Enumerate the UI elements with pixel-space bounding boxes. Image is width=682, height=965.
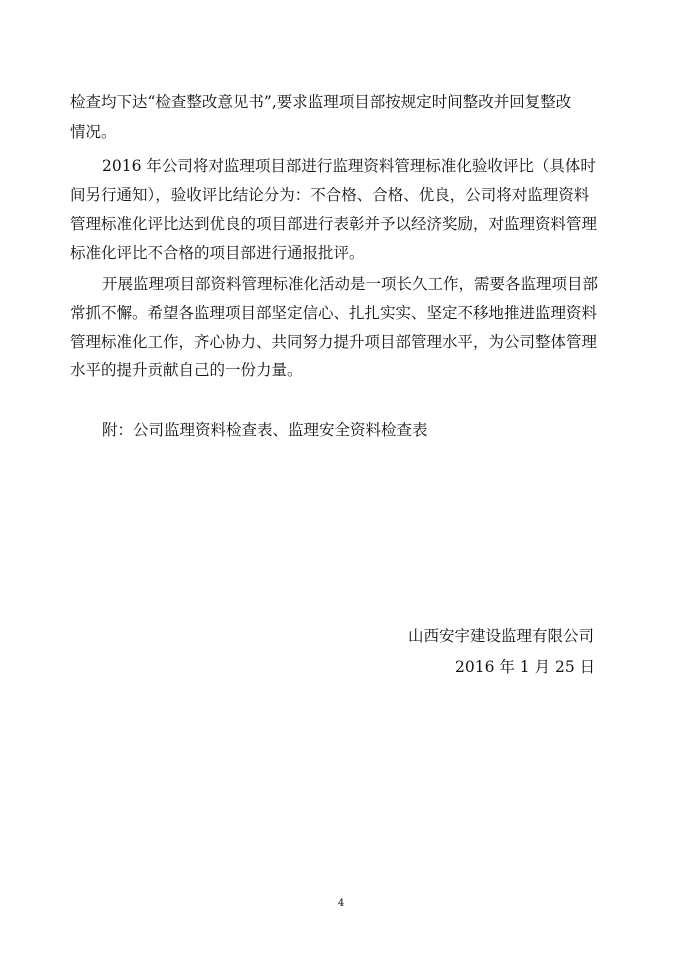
attachment-note: 附：公司监理资料检查表、监理安全资料检查表 xyxy=(102,421,428,439)
paragraph-2-line-4: 标准化评比不合格的项目部进行通报批评。 xyxy=(70,244,365,262)
paragraph-3-line-3: 管理标准化工作，齐心协力、共同努力提升项目部管理水平，为公司整体管理 xyxy=(70,333,598,351)
page-number: 4 xyxy=(337,898,345,909)
paragraph-3-line-4: 水平的提升贡献自己的一份力量。 xyxy=(70,361,303,379)
signature-company: 山西安宇建设监理有限公司 xyxy=(408,627,595,645)
paragraph-3-line-2: 常抓不懈。希望各监理项目部坚定信心、扎扎实实、坚定不移地推进监理资料 xyxy=(70,304,598,322)
paragraph-1-line-1: 检查均下达“检查整改意见书”,要求监理项目部按规定时间整改并回复整改 xyxy=(70,93,572,111)
signature-date: 2016 年 1 月 25 日 xyxy=(455,658,596,676)
paragraph-2-line-3: 管理标准化评比达到优良的项目部进行表彰并予以经济奖励，对监理资料管理 xyxy=(70,215,598,233)
paragraph-2-line-2: 间另行通知），验收评比结论分为：不合格、合格、优良，公司将对监理资料 xyxy=(70,186,590,204)
paragraph-1-line-2: 情况。 xyxy=(70,123,117,141)
paragraph-3-line-1: 开展监理项目部资料管理标准化活动是一项长久工作，需要各监理项目部 xyxy=(102,275,599,293)
paragraph-2-line-1: 2016 年公司将对监理项目部进行监理资料管理标准化验收评比（具体时 xyxy=(102,157,596,175)
